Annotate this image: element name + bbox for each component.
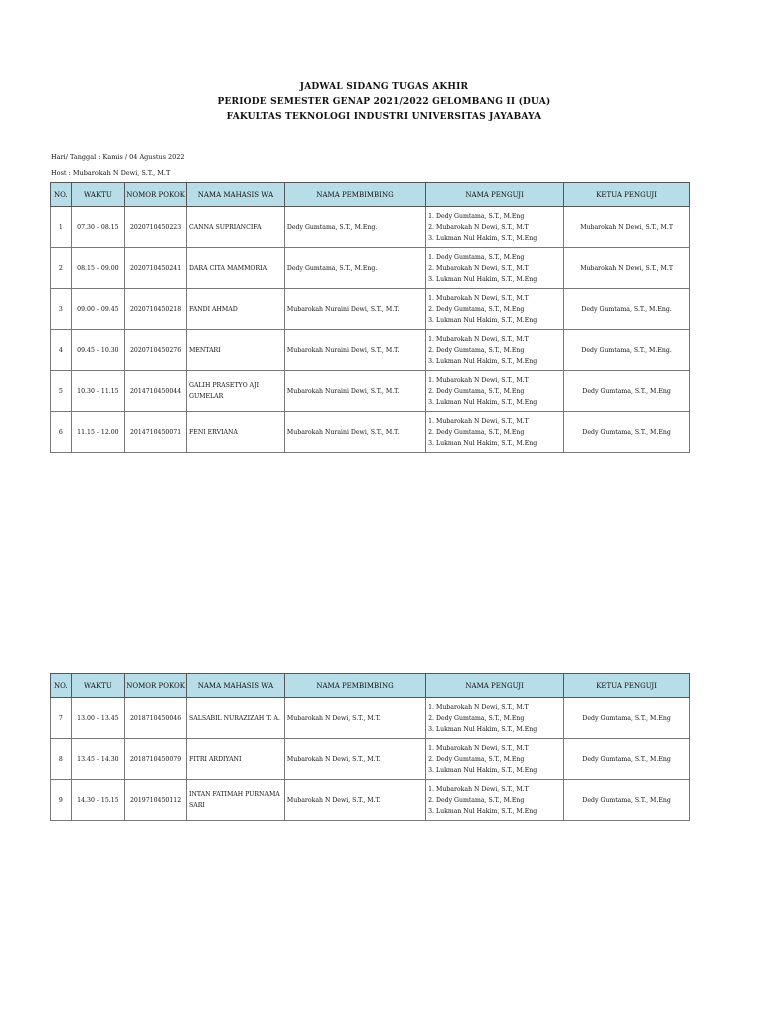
table-header-row: [51, 183, 690, 207]
column-header: NAMA MAHASIS WA: [187, 674, 285, 698]
cell-nama-pembimbing: Mubarokah Nuraini Dewi, S.T., M.T.: [284, 371, 425, 412]
column-header: NAMA PEMBIMBING: [284, 183, 425, 207]
cell-no: 9: [51, 780, 72, 821]
penguji-line: 2. Dedy Gumtama, S.T., M.Eng: [428, 796, 525, 804]
cell-nomor-pokok: 2020710450241: [125, 248, 187, 289]
cell-nama-penguji: [426, 248, 564, 289]
column-header: NAMA PENGUJI: [426, 183, 564, 207]
cell-nama-mahasiswa: DARA CITA MAMMORIA: [187, 248, 285, 289]
penguji-line: 1. Mubarokah N Dewi, S.T., M.T: [428, 417, 529, 425]
penguji-line: 2. Mubarokah N Dewi, S.T., M.T: [428, 264, 529, 272]
cell-no: 7: [51, 698, 72, 739]
column-header: NOMOR POKOK: [125, 183, 187, 207]
cell-ketua-penguji: Mubarokah N Dewi, S.T., M.T: [564, 207, 690, 248]
title-line-3: FAKULTAS TEKNOLOGI INDUSTRI UNIVERSITAS JAYABAYA: [226, 112, 542, 122]
cell-nama-mahasiswa: GALIH PRASETYO AJI GUMELAR: [187, 371, 285, 412]
cell-waktu: 14.30 - 15.15: [71, 780, 125, 821]
table-row: [51, 780, 690, 821]
cell-nama-penguji: [426, 412, 564, 453]
cell-nomor-pokok: 2018710450079: [125, 739, 187, 780]
penguji-line: 2. Dedy Gumtama, S.T., M.Eng: [428, 428, 525, 436]
penguji-line: 1. Mubarokah N Dewi, S.T., M.T: [428, 744, 529, 752]
cell-waktu: 10.30 - 11.15: [71, 371, 125, 412]
penguji-line: 3. Lukman Nul Hakim, S.T., M.Eng: [428, 807, 538, 815]
cell-no: 3: [51, 289, 72, 330]
penguji-line: 1. Mubarokah N Dewi, S.T., M.T: [428, 376, 529, 384]
cell-ketua-penguji: Dedy Gumtama, S.T., M.Eng.: [564, 330, 690, 371]
cell-waktu: 11.15 - 12.00: [71, 412, 125, 453]
penguji-line: 3. Lukman Nul Hakim, S.T., M.Eng: [428, 398, 538, 406]
cell-nama-pembimbing: Mubarokah Nuraini Dewi, S.T., M.T.: [284, 289, 425, 330]
session-date: Hari/ Tanggal : Kamis / 04 Agustus 2022: [51, 153, 185, 161]
penguji-line: 1. Mubarokah N Dewi, S.T., M.T: [428, 703, 529, 711]
session-host: Host : Mubarokah N Dewi, S.T., M.T: [51, 169, 171, 177]
table-row: [51, 739, 690, 780]
cell-waktu: 08.15 - 09.00: [71, 248, 125, 289]
cell-nama-mahasiswa: INTAN FATIMAH PURNAMA SARI: [187, 780, 285, 821]
cell-nama-pembimbing: Dedy Gumtama, S.T., M.Eng.: [284, 207, 425, 248]
cell-nomor-pokok: 2014710450044: [125, 371, 187, 412]
column-header: NO.: [51, 183, 72, 207]
cell-nama-mahasiswa: FITRI ARDIYANI: [187, 739, 285, 780]
cell-ketua-penguji: Mubarokah N Dewi, S.T., M.T: [564, 248, 690, 289]
penguji-line: 2. Dedy Gumtama, S.T., M.Eng: [428, 387, 525, 395]
cell-nama-mahasiswa: FANDI AHMAD: [187, 289, 285, 330]
cell-nama-mahasiswa: MENTARI: [187, 330, 285, 371]
cell-ketua-penguji: Dedy Gumtama, S.T., M.Eng: [564, 780, 690, 821]
cell-nama-penguji: [426, 371, 564, 412]
table-row: [51, 371, 690, 412]
penguji-line: 2. Dedy Gumtama, S.T., M.Eng: [428, 755, 525, 763]
document-title: [0, 80, 768, 125]
cell-no: 6: [51, 412, 72, 453]
table-row: [51, 698, 690, 739]
penguji-line: 1. Mubarokah N Dewi, S.T., M.T: [428, 785, 529, 793]
cell-nama-penguji: [426, 289, 564, 330]
table-row: [51, 330, 690, 371]
penguji-line: 3. Lukman Nul Hakim, S.T., M.Eng: [428, 316, 538, 324]
cell-nama-penguji: [426, 698, 564, 739]
penguji-line: 2. Dedy Gumtama, S.T., M.Eng: [428, 714, 525, 722]
cell-ketua-penguji: Dedy Gumtama, S.T., M.Eng: [564, 698, 690, 739]
cell-nama-penguji: [426, 330, 564, 371]
cell-nama-penguji: [426, 739, 564, 780]
cell-nama-pembimbing: Mubarokah N Dewi, S.T., M.T.: [284, 780, 425, 821]
cell-no: 2: [51, 248, 72, 289]
column-header: NAMA PEMBIMBING: [284, 674, 425, 698]
table-row: [51, 412, 690, 453]
penguji-line: 2. Mubarokah N Dewi, S.T., M.T: [428, 223, 529, 231]
penguji-line: 2. Dedy Gumtama, S.T., M.Eng: [428, 305, 525, 313]
column-header: NAMA PENGUJI: [426, 674, 564, 698]
cell-nama-pembimbing: Mubarokah Nuraini Dewi, S.T., M.T.: [284, 330, 425, 371]
cell-nama-mahasiswa: CANNA SUPRIANCIFA: [187, 207, 285, 248]
cell-nama-penguji: [426, 207, 564, 248]
table-body: [51, 698, 690, 821]
cell-nama-pembimbing: Mubarokah Nuraini Dewi, S.T., M.T.: [284, 412, 425, 453]
column-header: KETUA PENGUJI: [564, 674, 690, 698]
penguji-line: 3. Lukman Nul Hakim, S.T., M.Eng: [428, 357, 538, 365]
cell-no: 4: [51, 330, 72, 371]
cell-nama-penguji: [426, 780, 564, 821]
cell-ketua-penguji: Dedy Gumtama, S.T., M.Eng.: [564, 289, 690, 330]
cell-no: 5: [51, 371, 72, 412]
title-line-2: PERIODE SEMESTER GENAP 2021/2022 GELOMBANG II (DUA): [217, 97, 551, 107]
column-header: WAKTU: [71, 674, 125, 698]
cell-waktu: 09.00 - 09.45: [71, 289, 125, 330]
column-header: NOMOR POKOK: [125, 674, 187, 698]
penguji-line: 3. Lukman Nul Hakim, S.T., M.Eng: [428, 439, 538, 447]
cell-nomor-pokok: 2018710450046: [125, 698, 187, 739]
schedule-table-morning: [50, 182, 690, 453]
cell-nomor-pokok: 2014710450071: [125, 412, 187, 453]
cell-nomor-pokok: 2020710450276: [125, 330, 187, 371]
table-row: [51, 248, 690, 289]
table-header-row: [51, 674, 690, 698]
table-body: [51, 207, 690, 453]
cell-nama-pembimbing: Mubarokah N Dewi, S.T., M.T.: [284, 698, 425, 739]
penguji-line: 2. Dedy Gumtama, S.T., M.Eng: [428, 346, 525, 354]
column-header: NO.: [51, 674, 72, 698]
cell-no: 1: [51, 207, 72, 248]
cell-waktu: 09.45 - 10.30: [71, 330, 125, 371]
table-row: [51, 207, 690, 248]
column-header: WAKTU: [71, 183, 125, 207]
cell-nomor-pokok: 2020710450218: [125, 289, 187, 330]
penguji-line: 1. Dedy Gumtama, S.T., M.Eng: [428, 253, 525, 261]
cell-nama-mahasiswa: FENI ERVIANA: [187, 412, 285, 453]
penguji-line: 3. Lukman Nul Hakim, S.T., M.Eng: [428, 766, 538, 774]
cell-no: 8: [51, 739, 72, 780]
title-line-1: JADWAL SIDANG TUGAS AKHIR: [299, 82, 469, 92]
table-row: [51, 289, 690, 330]
cell-nama-mahasiswa: SALSABIL NURAZIZAH T. A.: [187, 698, 285, 739]
cell-nomor-pokok: 2019710450112: [125, 780, 187, 821]
penguji-line: 1. Dedy Gumtama, S.T., M.Eng: [428, 212, 525, 220]
cell-nama-pembimbing: Dedy Gumtama, S.T., M.Eng.: [284, 248, 425, 289]
column-header: NAMA MAHASIS WA: [187, 183, 285, 207]
penguji-line: 3. Lukman Nul Hakim, S.T., M.Eng: [428, 725, 538, 733]
schedule-table-afternoon: [50, 673, 690, 821]
penguji-line: 3. Lukman Nul Hakim, S.T., M.Eng: [428, 234, 538, 242]
cell-nomor-pokok: 2020710450223: [125, 207, 187, 248]
cell-nama-pembimbing: Mubarokah N Dewi, S.T., M.T.: [284, 739, 425, 780]
cell-ketua-penguji: Dedy Gumtama, S.T., M.Eng: [564, 739, 690, 780]
penguji-line: 3. Lukman Nul Hakim, S.T., M.Eng: [428, 275, 538, 283]
column-header: KETUA PENGUJI: [564, 183, 690, 207]
cell-waktu: 13.45 - 14.30: [71, 739, 125, 780]
cell-ketua-penguji: Dedy Gumtama, S.T., M.Eng: [564, 371, 690, 412]
penguji-line: 1. Mubarokah N Dewi, S.T., M.T: [428, 335, 529, 343]
cell-ketua-penguji: Dedy Gumtama, S.T., M.Eng: [564, 412, 690, 453]
cell-waktu: 13.00 - 13.45: [71, 698, 125, 739]
penguji-line: 1. Mubarokah N Dewi, S.T., M.T: [428, 294, 529, 302]
cell-waktu: 07.30 - 08.15: [71, 207, 125, 248]
